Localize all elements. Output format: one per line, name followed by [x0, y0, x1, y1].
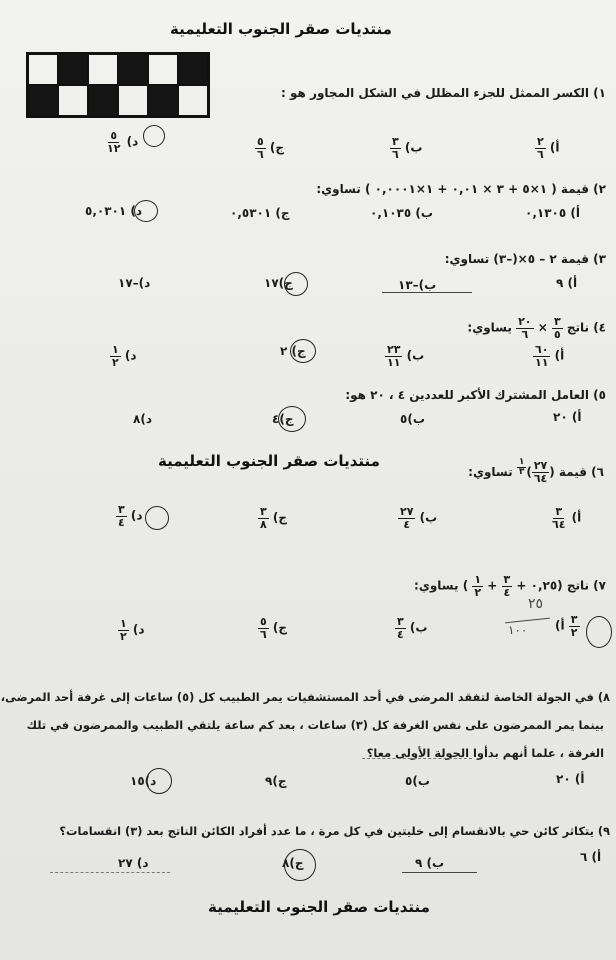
answer-circle-q9 [284, 849, 316, 881]
q9-option-c[interactable]: ج)٨ [282, 856, 304, 870]
q6-option-c[interactable]: ج) $\frac{٣}{٨}$ [260, 505, 288, 531]
q7-option-a[interactable]: $\frac{٣}{٢}$ أ) [555, 613, 578, 639]
q4-option-c[interactable]: ج) ٢ [280, 344, 306, 358]
q1-option-b[interactable]: ب) $\frac{٣}{٦}$ [392, 135, 423, 161]
q8-dash-line [362, 758, 472, 759]
q3-option-b[interactable]: ب)–١٣ [398, 278, 437, 292]
grid-cell-empty [118, 85, 148, 116]
grid-cell-empty [88, 54, 118, 85]
q3-underline [382, 292, 472, 293]
q4-option-d[interactable]: د) $\frac{١}{٢}$ [112, 343, 137, 369]
grid-cell-shaded [58, 54, 88, 85]
q8-option-b[interactable]: ب)٥ [405, 774, 430, 788]
q2-option-b[interactable]: ب) ٠,١٠٣٥ [370, 206, 433, 220]
q7-option-d[interactable]: د) $\frac{١}{٢}$ [120, 617, 145, 643]
answer-circle-q7 [586, 616, 612, 648]
q1-option-c[interactable]: ج) $\frac{٥}{٦}$ [257, 135, 285, 161]
q7-option-c[interactable]: ج) $\frac{٥}{٦}$ [260, 615, 288, 641]
q9-dash-line [50, 872, 170, 873]
q6-option-b[interactable]: ب) $\frac{٢٧}{٤}$ [400, 505, 438, 531]
grid-cell-shaded [88, 85, 118, 116]
q7-option-b[interactable]: ب) $\frac{٣}{٤}$ [397, 615, 428, 641]
q3-option-c[interactable]: ج)١٧ [264, 276, 293, 290]
watermark-middle: منتديات صقر الجنوب التعليمية [158, 452, 380, 470]
question-8-line-2: بينما يمر الممرضون على نفس الغرفة كل (٣) ساعات ، بعد كم ساعة يلتقي الطبيب والممرضون في تلك [26, 718, 604, 732]
grid-cell-empty [148, 54, 178, 85]
answer-circle-q3 [284, 272, 308, 296]
answer-circle-q6 [145, 506, 169, 530]
grid-cell-shaded [148, 85, 178, 116]
q5-option-a[interactable]: أ) ٢٠ [553, 410, 582, 424]
watermark-top: منتديات صقر الجنوب التعليمية [170, 20, 392, 38]
q8-option-d[interactable]: د)١٥ [130, 774, 157, 788]
grid-cell-shaded [118, 54, 148, 85]
q9-option-a[interactable]: أ) ٦ [580, 850, 602, 864]
q5-option-b[interactable]: ب)٥ [400, 412, 425, 426]
watermark-bottom: منتديات صقر الجنوب التعليمية [208, 898, 430, 916]
question-5: ٥) العامل المشترك الأكبر للعددين ٤ ، ٢٠ هو: [345, 388, 606, 402]
q2-option-d[interactable]: د) ٥,٠٣٠١ [85, 204, 143, 218]
question-8-line-1: ٨) في الجولة الخاصة لتفقد المرضى في أحد المستشفيات يمر الطبيب كل (٥) ساعات إلى غرفة أحد المرضى، [0, 690, 610, 704]
q9-option-b[interactable]: ب) ٩ [415, 856, 445, 870]
grid-cell-empty [28, 54, 58, 85]
q5-option-c[interactable]: ج)٤ [272, 412, 294, 426]
q9-option-d[interactable]: د) ٢٧ [118, 856, 149, 870]
answer-circle-q8 [146, 768, 172, 794]
question-9: ٩) يتكاثر كائن حي بالانقسام إلى خليتين في كل مرة ، ما عدد أفراد الكائن الناتج بعد (٣) انقسامات؟ [59, 824, 610, 838]
q5-option-d[interactable]: د)٨ [133, 412, 152, 426]
q7-handwritten-denominator: ١٠٠ [508, 623, 528, 637]
q4-option-a[interactable]: أ) $\frac{٦٠}{١١}$ [535, 343, 565, 369]
shaded-grid-figure [26, 52, 210, 118]
grid-cell-shaded [28, 85, 58, 116]
grid-cell-empty [178, 85, 208, 116]
q9-b-underline [402, 872, 477, 873]
answer-circle-q2 [134, 200, 158, 222]
q8-option-c[interactable]: ج)٩ [265, 774, 287, 788]
grid-cell-shaded [178, 54, 208, 85]
answer-circle-q4 [290, 339, 316, 363]
q1-option-d[interactable]: د) $\frac{٥}{١٢}$ [107, 129, 139, 155]
question-4: ٤) ناتج $\frac{٣}{٥}$ × $\frac{٢٠}{٦}$ يساوي: [467, 315, 606, 341]
q6-option-d[interactable]: د) $\frac{٣}{٤}$ [118, 503, 143, 529]
answer-circle-q5 [278, 406, 306, 432]
q2-option-a[interactable]: أ) ٠,١٣٠٥ [525, 206, 580, 220]
answer-circle-q1 [143, 125, 165, 147]
q3-option-d[interactable]: د)–١٧ [118, 276, 151, 290]
q7-handwritten-numerator: ٢٥ [528, 596, 544, 612]
question-7: ٧) ناتج (٠,٢٥ + $\frac{٣}{٤}$ + $\frac{١}{٢}$ ) يساوي: [414, 573, 606, 599]
q6-option-a[interactable]: أ) $\frac{٣}{٦٤}$ [552, 505, 582, 531]
grid-cell-empty [58, 85, 88, 116]
q2-option-c[interactable]: ج) ٠,٥٣٠١ [230, 206, 290, 220]
q1-option-a[interactable]: أ) $\frac{٢}{٦}$ [537, 135, 560, 161]
q3-option-a[interactable]: أ) ٩ [556, 276, 578, 290]
question-2: ٢) قيمة ( ١×٥ + ٣ × ٠,٠١ + ١×٠,٠٠٠١ ) تساوي: [316, 182, 606, 196]
question-6: ٦) قيمة ( $\frac{٢٧}{٦٤}$ ) $^{\frac{١}{٣}}$ تساوي: [468, 457, 604, 485]
question-8-line-3: الغرفة ، علما أنهم بدأوا الجولة الأولى معا؟ [366, 746, 604, 760]
q4-option-b[interactable]: ب) $\frac{٢٣}{١١}$ [387, 343, 425, 369]
question-1: ١) الكسر الممثل للجزء المظلل في الشكل المجاور هو : [281, 86, 606, 100]
q8-option-a[interactable]: أ) ٢٠ [556, 772, 585, 786]
question-3: ٣) قيمة ٢ – ٥×(–٣) تساوي: [444, 252, 606, 266]
